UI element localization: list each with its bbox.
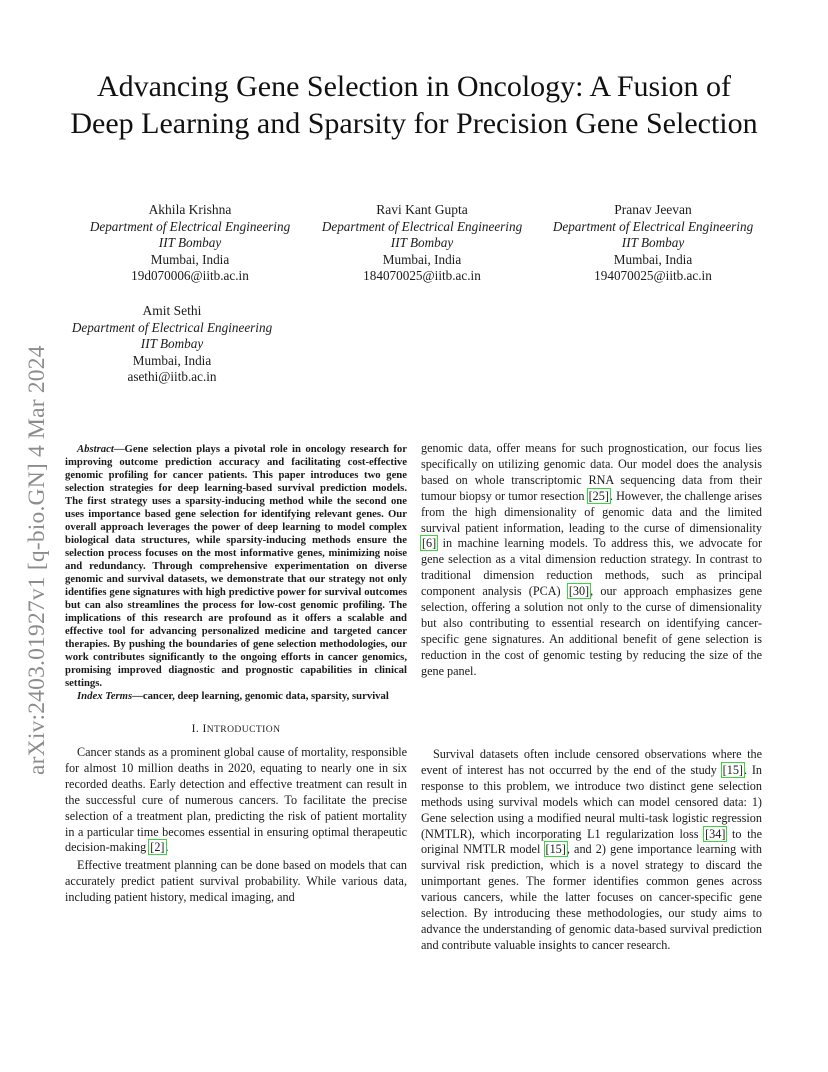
- author-department: Department of Electrical Engineering: [321, 218, 523, 234]
- left-column: [65, 443, 407, 906]
- index-terms-label: Index Terms: [77, 690, 133, 702]
- author-institution: IIT Bombay: [158, 235, 222, 251]
- right-paragraph-1: genomic data, offer means for such prognostication, our focus lies specifically on utilizing genomic data. Our model does the analysis based on whole transcriptomic RNA sequencing data from their tumour biopsy or tumor resection [25]. However, the challenge arises from the high dimensionality of genomic data and the limited survival patient information, leading to the curse of dimensionality [6] in machine learning models. To address this, we advocate for gene selection as a vital dimension reduction strategy. In contrast to traditional dimension reduction methods, such as principal component analysis (PCA) [30], our approach emphasizes gene selection, offering a solution not only to the curse of dimensionality but also contributing to essential research on identifying cancer-specific gene signatures. An additional benefit of gene selection is reduction in the cost of genomic testing by reducing the size of the gene panel.: [421, 441, 763, 678]
- author-block-1: [80, 202, 300, 285]
- author-location: Mumbai, India: [613, 251, 693, 267]
- author-location: Mumbai, India: [382, 251, 462, 267]
- author-institution: IIT Bombay: [140, 336, 204, 352]
- section-heading-introduction: I. INTRODUCTION: [191, 722, 281, 735]
- author-name: Ravi Kant Gupta: [376, 202, 468, 217]
- author-email: 19d070006@iitb.ac.in: [131, 268, 249, 284]
- right-column-bottom: [421, 747, 762, 954]
- citation-link[interactable]: [34]: [705, 826, 726, 841]
- right-column-top: [421, 441, 762, 680]
- author-institution: IIT Bombay: [621, 235, 685, 251]
- author-department: Department of Electrical Engineering: [552, 218, 754, 234]
- right-paragraph-2: Survival datasets often include censored observations where the event of interest has not occurred by the end of the study [15]. In response to this problem, we introduce two distinct gene selection methods using survival models which can model censored data: 1) Gene selection using a modified neural multi-task logistic regression (NMTLR), which incorporating L1 regularization loss [34] to the original NMTLR model [15], and 2) gene importance learning with survival risk prediction, which is a novel strategy to discard the unimportant genes. The former identifies common genes across various cancers, while the latter focuses on cancer-specific gene selection. By introducing these methodologies, our study aims to advance the understanding of genomic data-based survival prediction and contribute valuable insights to cancer research.: [421, 747, 762, 952]
- citation-link[interactable]: [6]: [422, 536, 437, 551]
- author-location: Mumbai, India: [150, 251, 230, 267]
- author-location: Mumbai, India: [132, 352, 212, 368]
- citation-link[interactable]: [25]: [588, 488, 609, 503]
- author-email: asethi@iitb.ac.in: [127, 369, 217, 385]
- author-name: Amit Sethi: [142, 303, 202, 318]
- intro-paragraph-2: Effective treatment planning can be done based on models that can accurately predict patient survival probability. While various data, including patient history, medical imaging, and: [65, 858, 407, 905]
- arxiv-identifier: arXiv:2403.01927v1 [q-bio.GN] 4 Mar 2024: [24, 345, 50, 775]
- author-email: 194070025@iitb.ac.in: [594, 268, 712, 284]
- index-terms: [65, 690, 407, 703]
- abstract-text: —Gene selection plays a pivotal role in oncology research for improving outcome prediction accuracy and facilitating cost-effective genomic profiling for cancer patients. This paper introduces two gene selection strategies for deep learning-based survival prediction models. The first strategy uses a sparsity-inducing method while the second one uses importance based gene selection for identifying relevant genes. Our overall approach leverages the power of deep learning to model complex biological data structures, while sparsity-inducing methods ensure the selection process focuses on the most informative genes, minimizing noise and redundancy. Through comprehensive experimentation on diverse genomic and survival datasets, we demonstrate that our strategy not only identifies gene signatures with high predictive power for survival outcomes but can also streamlines the process for low-cost genomic profiling. The implications of this research are profound as it offers a scalable and effective tool for advancing personalized medicine and targeted cancer therapies. By pushing the boundaries of gene selection methodologies, our work contributes significantly to the ongoing efforts in cancer genomics, promising improved diagnostic and prognostic capabilities in clinical settings.: [65, 443, 407, 689]
- citation-link[interactable]: [2]: [150, 840, 165, 855]
- abstract-label: Abstract: [77, 443, 114, 455]
- abstract: [65, 443, 407, 690]
- author-block-4: [62, 303, 282, 386]
- author-department: Department of Electrical Engineering: [89, 218, 291, 234]
- author-institution: IIT Bombay: [390, 235, 454, 251]
- intro-paragraph-1: Cancer stands as a prominent global cause of mortality, responsible for almost 10 million deaths in 2020, equating to nearly one in six recorded deaths. Early detection and effective treatment can result in the successful cure of numerous cancers. To facilitate the precise selection of a treatment plan, predicting the risk of patient mortality in a particular time becomes essential in ensuring optimal therapeutic decision-making [2].: [65, 745, 407, 855]
- author-name: Akhila Krishna: [148, 202, 232, 217]
- author-email: 184070025@iitb.ac.in: [363, 268, 481, 284]
- citation-link[interactable]: [30]: [568, 584, 590, 599]
- index-terms-text: —cancer, deep learning, genomic data, sparsity, survival: [132, 690, 389, 702]
- citation-link[interactable]: [15]: [545, 842, 566, 857]
- author-department: Department of Electrical Engineering: [71, 319, 273, 335]
- citation-link[interactable]: [15]: [722, 762, 743, 777]
- author-block-3: [543, 202, 763, 285]
- author-name: Pranav Jeevan: [614, 202, 692, 217]
- paper-title: Advancing Gene Selection in Oncology: A Fusion of Deep Learning and Sparsity for Precision Gene Selection: [70, 70, 758, 140]
- author-block-2: [312, 202, 532, 285]
